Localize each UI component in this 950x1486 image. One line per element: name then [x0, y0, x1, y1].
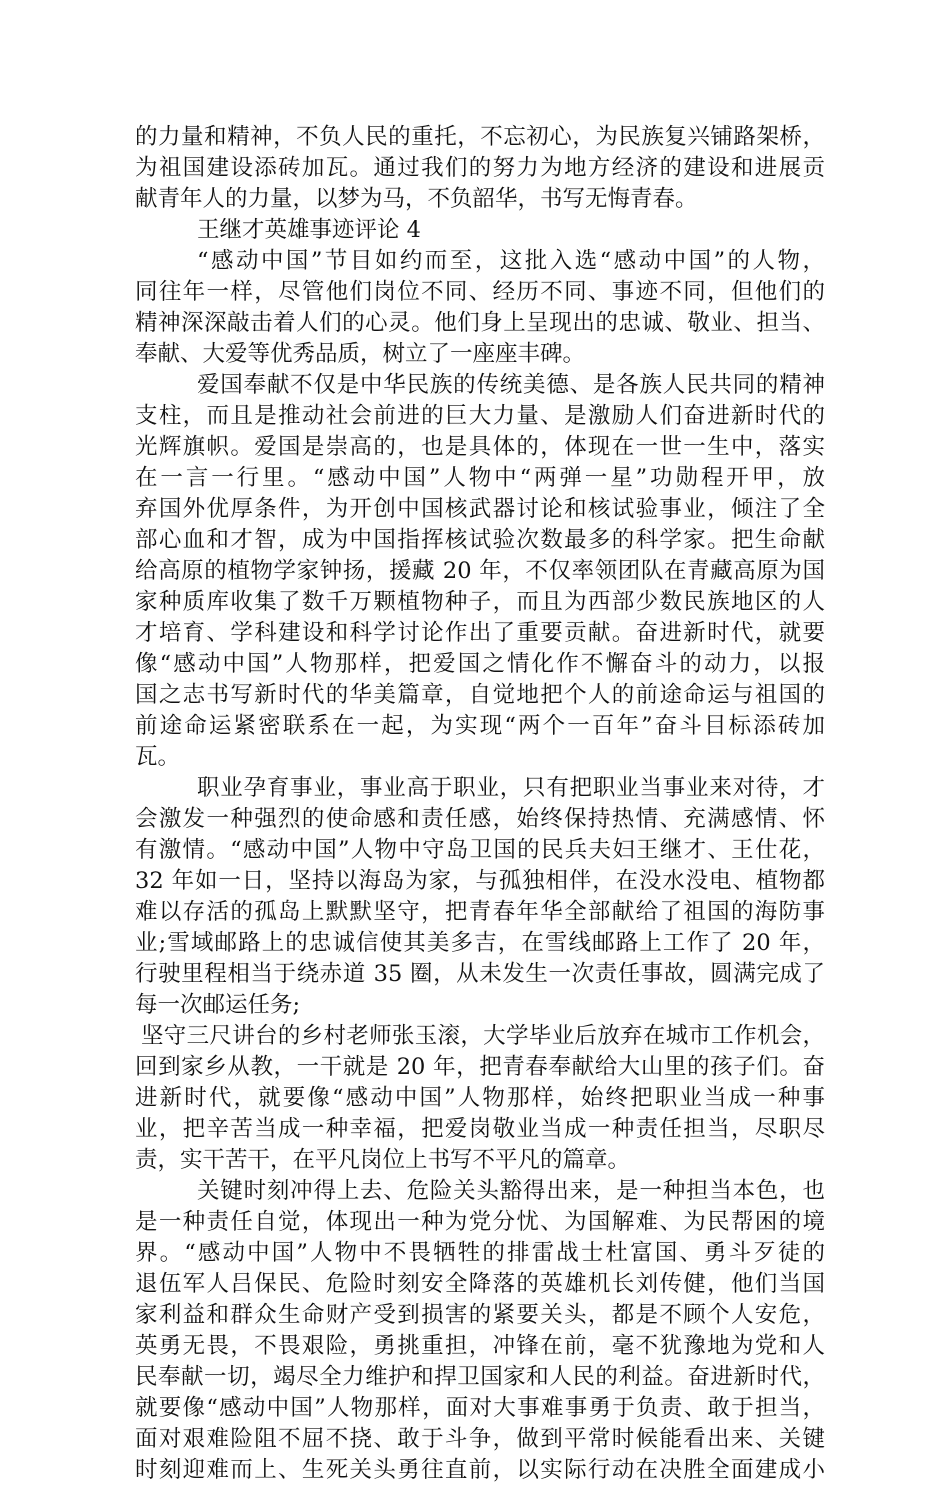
document-body [135, 122, 825, 1486]
text-line: 支柱，而且是推动社会前进的巨大力量、是激励人们奋进新时代的 [135, 403, 825, 429]
text-line: 界。“感动中国”人物中不畏牺牲的排雷战士杜富国、勇斗歹徒的 [135, 1240, 825, 1266]
text-line: 家种质库收集了数千万颗植物种子，而且为西部少数民族地区的人 [135, 589, 825, 615]
text-line: 瓦。 [135, 744, 181, 770]
text-line: 弃国外优厚条件，为开创中国核武器讨论和核试验事业，倾注了全 [135, 496, 825, 522]
text-line: 进新时代，就要像“感动中国”人物那样，始终把职业当成一种事 [135, 1085, 825, 1111]
text-line: 回到家乡从教，一干就是 20 年，把青春奉献给大山里的孩子们。奋 [135, 1054, 825, 1080]
text-line: 时刻迎难而上、生死关头勇往直前，以实际行动在决胜全面建成小 [135, 1457, 825, 1483]
text-line: 像“感动中国”人物那样，把爱国之情化作不懈奋斗的动力，以报 [135, 651, 825, 677]
text-line: 在一言一行里。“感动中国”人物中“两弹一星”功勋程开甲，放 [135, 465, 825, 491]
text-line: 的力量和精神，不负人民的重托，不忘初心，为民族复兴铺路架桥， [135, 124, 825, 150]
text-line: 职业孕育事业，事业高于职业，只有把职业当事业来对待，才 [197, 775, 825, 801]
text-line: “感动中国”节目如约而至，这批入选“感动中国”的人物， [197, 248, 825, 274]
text-line: 每一次邮运任务; [135, 992, 301, 1018]
text-line: 就要像“感动中国”人物那样，面对大事难事勇于负责、敢于担当， [135, 1395, 825, 1421]
text-line: 部心血和才智，成为中国指挥核试验次数最多的科学家。把生命献 [135, 527, 825, 553]
text-line: 精神深深敲击着人们的心灵。他们身上呈现出的忠诚、敬业、担当、 [135, 310, 825, 336]
text-line: 为祖国建设添砖加瓦。通过我们的努力为地方经济的建设和进展贡 [135, 155, 825, 181]
text-line: 英勇无畏，不畏艰险，勇挑重担，冲锋在前，毫不犹豫地为党和人 [135, 1333, 825, 1359]
text-line: 民奉献一切，竭尽全力维护和捍卫国家和人民的利益。奋进新时代， [135, 1364, 825, 1390]
section-title: 王继才英雄事迹评论 4 [197, 217, 421, 243]
text-line: 会激发一种强烈的使命感和责任感，始终保持热情、充满感情、怀 [135, 806, 825, 832]
text-line: 家利益和群众生命财产受到损害的紧要关头，都是不顾个人安危， [135, 1302, 825, 1328]
text-line: 难以存活的孤岛上默默坚守，把青春年华全部献给了祖国的海防事 [135, 899, 825, 925]
text-line: 行驶里程相当于绕赤道 35 圈，从未发生一次责任事故，圆满完成了 [135, 961, 825, 987]
text-line: 业;雪域邮路上的忠诚信使其美多吉，在雪线邮路上工作了 20 年， [135, 930, 825, 956]
text-line: 光辉旗帜。爱国是崇高的，也是具体的，体现在一世一生中，落实 [135, 434, 825, 460]
text-line: 献青年人的力量，以梦为马，不负韶华，书写无悔青春。 [135, 186, 698, 212]
text-line: 业，把辛苦当成一种幸福，把爱岗敬业当成一种责任担当，尽职尽 [135, 1116, 825, 1142]
text-line: 前途命运紧密联系在一起，为实现“两个一百年”奋斗目标添砖加 [135, 713, 825, 739]
text-line: 给高原的植物学家钟扬，援藏 20 年，不仅率领团队在青藏高原为国 [135, 558, 825, 584]
text-line: 面对艰难险阻不屈不挠、敢于斗争，做到平常时候能看出来、关键 [135, 1426, 825, 1452]
text-line: 责，实干苦干，在平凡岗位上书写不平凡的篇章。 [135, 1147, 631, 1173]
text-line: 才培育、学科建设和科学讨论作出了重要贡献。奋进新时代，就要 [135, 620, 825, 646]
text-line: 关键时刻冲得上去、危险关头豁得出来，是一种担当本色，也 [197, 1178, 825, 1204]
text-line: 坚守三尺讲台的乡村老师张玉滚，大学毕业后放弃在城市工作机会， [141, 1023, 825, 1049]
text-line: 国之志书写新时代的华美篇章，自觉地把个人的前途命运与祖国的 [135, 682, 825, 708]
text-line: 奉献、大爱等优秀品质，树立了一座座丰碑。 [135, 341, 586, 367]
text-line: 有激情。“感动中国”人物中守岛卫国的民兵夫妇王继才、王仕花， [135, 837, 825, 863]
text-line: 退伍军人吕保民、危险时刻安全降落的英雄机长刘传健，他们当国 [135, 1271, 825, 1297]
text-line: 同往年一样，尽管他们岗位不同、经历不同、事迹不同，但他们的 [135, 279, 825, 305]
text-line: 32 年如一日，坚持以海岛为家，与孤独相伴，在没水没电、植物都 [135, 868, 825, 894]
text-line: 爱国奉献不仅是中华民族的传统美德、是各族人民共同的精神 [197, 372, 825, 398]
text-line: 是一种责任自觉，体现出一种为党分忧、为国解难、为民帮困的境 [135, 1209, 825, 1235]
